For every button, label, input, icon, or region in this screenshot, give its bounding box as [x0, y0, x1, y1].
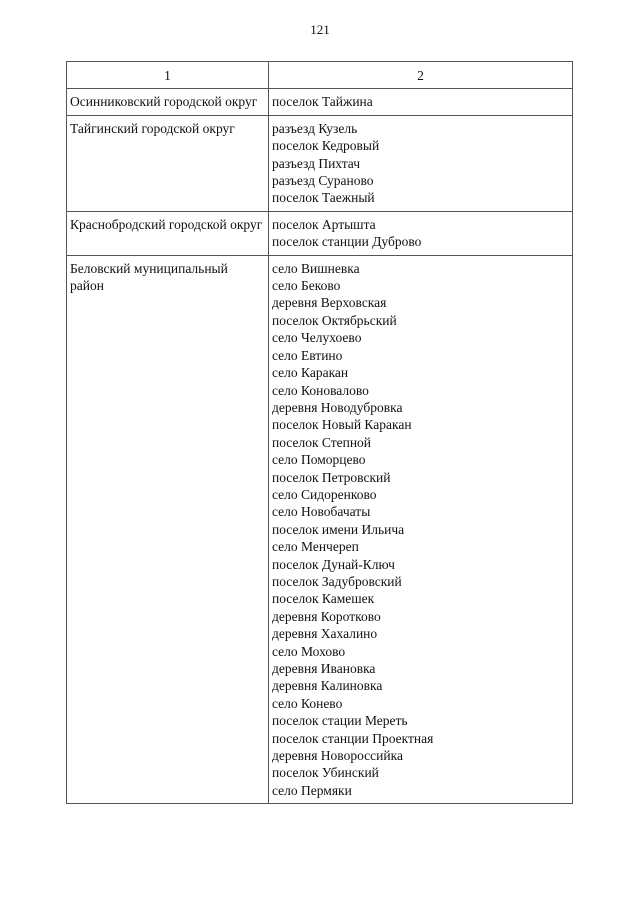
- settlement-name: деревня Ивановка: [272, 661, 376, 676]
- table-row: [67, 255, 573, 804]
- table-row: [67, 89, 573, 115]
- settlement-name: поселок Петровский: [272, 469, 391, 485]
- district-cell: [67, 211, 269, 255]
- settlements-cell: [269, 211, 573, 255]
- settlements-cell: [269, 89, 573, 115]
- settlement-name: село Сидоренково: [272, 486, 377, 502]
- settlement-name: деревня Верховская: [272, 295, 387, 311]
- district-name: Осинниковский городской округ: [70, 94, 258, 110]
- settlement-name: село Евтино: [272, 347, 343, 363]
- settlement-name: поселок Задубровский: [272, 573, 402, 589]
- district-name: Краснобродский городской округ: [70, 216, 263, 232]
- settlement-name: деревня Новороссийка: [272, 748, 403, 764]
- district-name: Беловский муниципальный район: [70, 260, 228, 294]
- settlement-name: разъезд Сураново: [272, 173, 374, 189]
- settlements-cell: [269, 115, 573, 211]
- settlement-name: поселок станции Проектная: [272, 730, 434, 746]
- settlement-name: село Поморцево: [272, 452, 366, 468]
- district-cell: [67, 255, 269, 804]
- settlement-name: село Пермяки: [272, 782, 352, 798]
- settlement-name: деревня Калиновка: [272, 678, 383, 694]
- settlement-name: село Новобачаты: [272, 504, 371, 520]
- settlements-cell: [269, 255, 573, 804]
- settlement-name: поселок Таежный: [272, 190, 375, 206]
- settlement-name: поселок Убинский: [272, 765, 379, 781]
- settlement-name: поселок имени Ильича: [272, 521, 405, 537]
- settlement-name: деревня Новодубровка: [272, 399, 403, 415]
- table-header-row: [67, 62, 573, 89]
- settlement-name: поселок Тайжина: [272, 94, 373, 110]
- settlement-name: поселок Новый Каракан: [272, 417, 412, 433]
- table-row: [67, 211, 573, 255]
- column-header-1: 1: [67, 62, 269, 89]
- page-number: 121: [310, 22, 330, 37]
- settlement-name: село Беково: [272, 278, 341, 294]
- district-name: Тайгинский городской округ: [70, 120, 235, 136]
- settlement-name: поселок Степной: [272, 434, 372, 450]
- settlement-name: поселок Камешек: [272, 591, 375, 607]
- settlement-name: поселок Дунай-Ключ: [272, 556, 395, 572]
- settlement-name: поселок Октябрьский: [272, 312, 397, 328]
- settlement-name: село Вишневка: [272, 260, 360, 276]
- settlement-name: село Каракан: [272, 365, 349, 381]
- settlements-table: [66, 61, 573, 804]
- settlement-name: поселок Кедровый: [272, 138, 380, 154]
- settlement-name: село Коновалово: [272, 382, 369, 398]
- settlement-name: поселок Артышта: [272, 216, 376, 232]
- settlement-name: разъезд Кузель: [272, 120, 358, 136]
- table-row: [67, 115, 573, 211]
- settlement-name: село Челухоево: [272, 330, 362, 346]
- column-header-2: 2: [269, 62, 573, 89]
- district-cell: [67, 115, 269, 211]
- settlement-name: село Мохово: [272, 643, 346, 659]
- settlement-name: село Менчереп: [272, 539, 359, 555]
- settlement-name: деревня Коротково: [272, 608, 381, 624]
- settlement-name: поселок стации Мереть: [272, 713, 408, 729]
- settlement-name: село Конево: [272, 695, 343, 711]
- settlement-name: поселок станции Дуброво: [272, 234, 422, 250]
- settlement-name: разъезд Пихтач: [272, 155, 361, 171]
- settlement-name: деревня Хахалино: [272, 626, 378, 642]
- district-cell: [67, 89, 269, 115]
